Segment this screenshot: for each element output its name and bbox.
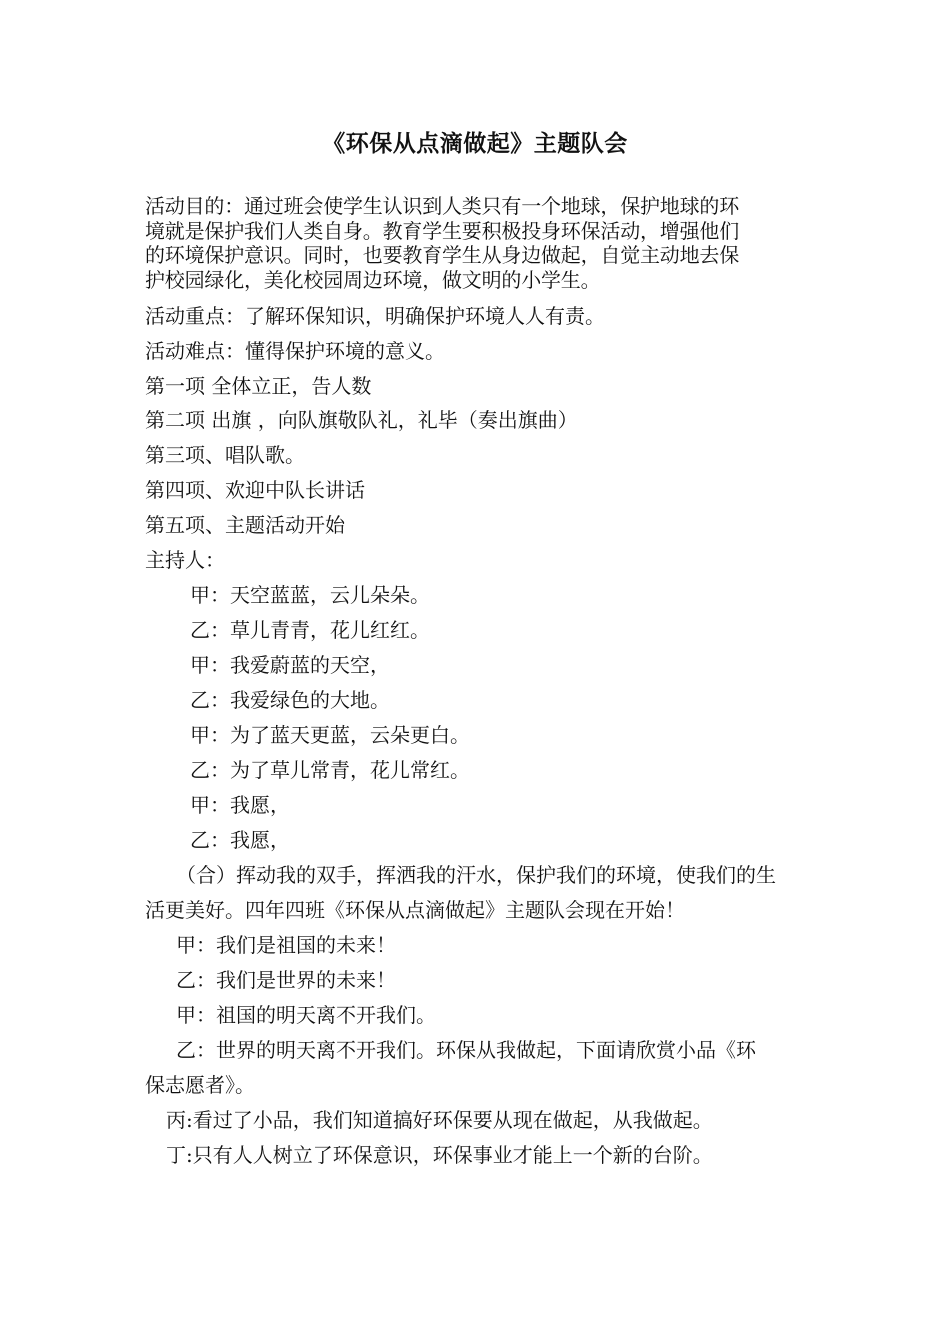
bing-line: 丙:看过了小品，我们知道搞好环保要从现在做起，从我做起。 (166, 1108, 713, 1132)
step-item: 第一项 全体立正，告人数 (145, 374, 372, 398)
step-item: 第五项、主题活动开始 (145, 513, 345, 537)
together-line: （合）挥动我的双手，挥洒我的汗水，保护我们的环境，使我们的生 (176, 863, 776, 887)
dialogue-line: 乙：我愿， (190, 828, 290, 852)
purpose-line: 护校园绿化，美化校园周边环境，做文明的小学生。 (145, 267, 601, 292)
dialogue-line: 甲：天空蓝蓝，云儿朵朵。 (190, 583, 430, 607)
dialogue2-line: 乙：我们是世界的未来！ (176, 968, 396, 992)
together-line: 活更美好。四年四班《环保从点滴做起》主题队会现在开始！ (145, 898, 685, 922)
dialogue-line: 乙：为了草儿常青，花儿常红。 (190, 758, 470, 782)
yi-final-line: 保志愿者》。 (145, 1073, 255, 1097)
step-item: 第三项、唱队歌。 (145, 443, 305, 467)
step-item: 第二项 出旗 ，向队旗敬队礼，礼毕（奏出旗曲） (145, 408, 578, 432)
yi-final-line: 乙：世界的明天离不开我们。环保从我做起，下面请欣赏小品《环 (176, 1038, 756, 1062)
activity-key-point: 活动重点：了解环保知识，明确保护环境人人有责。 (145, 304, 605, 328)
activity-purpose-paragraph (145, 194, 815, 292)
purpose-line: 的环境保护意识。同时，也要教育学生从身边做起，自觉主动地去保 (145, 243, 739, 267)
dialogue2-line: 甲：我们是祖国的未来！ (176, 933, 396, 957)
host-label: 主持人： (145, 548, 225, 572)
dialogue-line: 甲：为了蓝天更蓝，云朵更白。 (190, 723, 470, 747)
purpose-line: 境就是保护我们人类自身。教育学生要积极投身环保活动，增强他们 (145, 218, 739, 243)
document-title: 《环保从点滴做起》主题队会 (322, 130, 628, 157)
dialogue-line: 乙：我爱绿色的大地。 (190, 688, 390, 712)
dialogue2-line: 甲：祖国的明天离不开我们。 (176, 1003, 436, 1027)
purpose-line: 活动目的：通过班会使学生认识到人类只有一个地球，保护地球的环 (145, 194, 739, 218)
dialogue-line: 甲：我愿， (190, 793, 290, 817)
activity-difficulty: 活动难点：懂得保护环境的意义。 (145, 339, 445, 363)
ding-line: 丁:只有人人树立了环保意识，环保事业才能上一个新的台阶。 (166, 1143, 713, 1167)
step-item: 第四项、欢迎中队长讲话 (145, 478, 365, 502)
dialogue-line: 甲：我爱蔚蓝的天空， (190, 653, 390, 677)
dialogue-line: 乙：草儿青青，花儿红红。 (190, 618, 430, 642)
